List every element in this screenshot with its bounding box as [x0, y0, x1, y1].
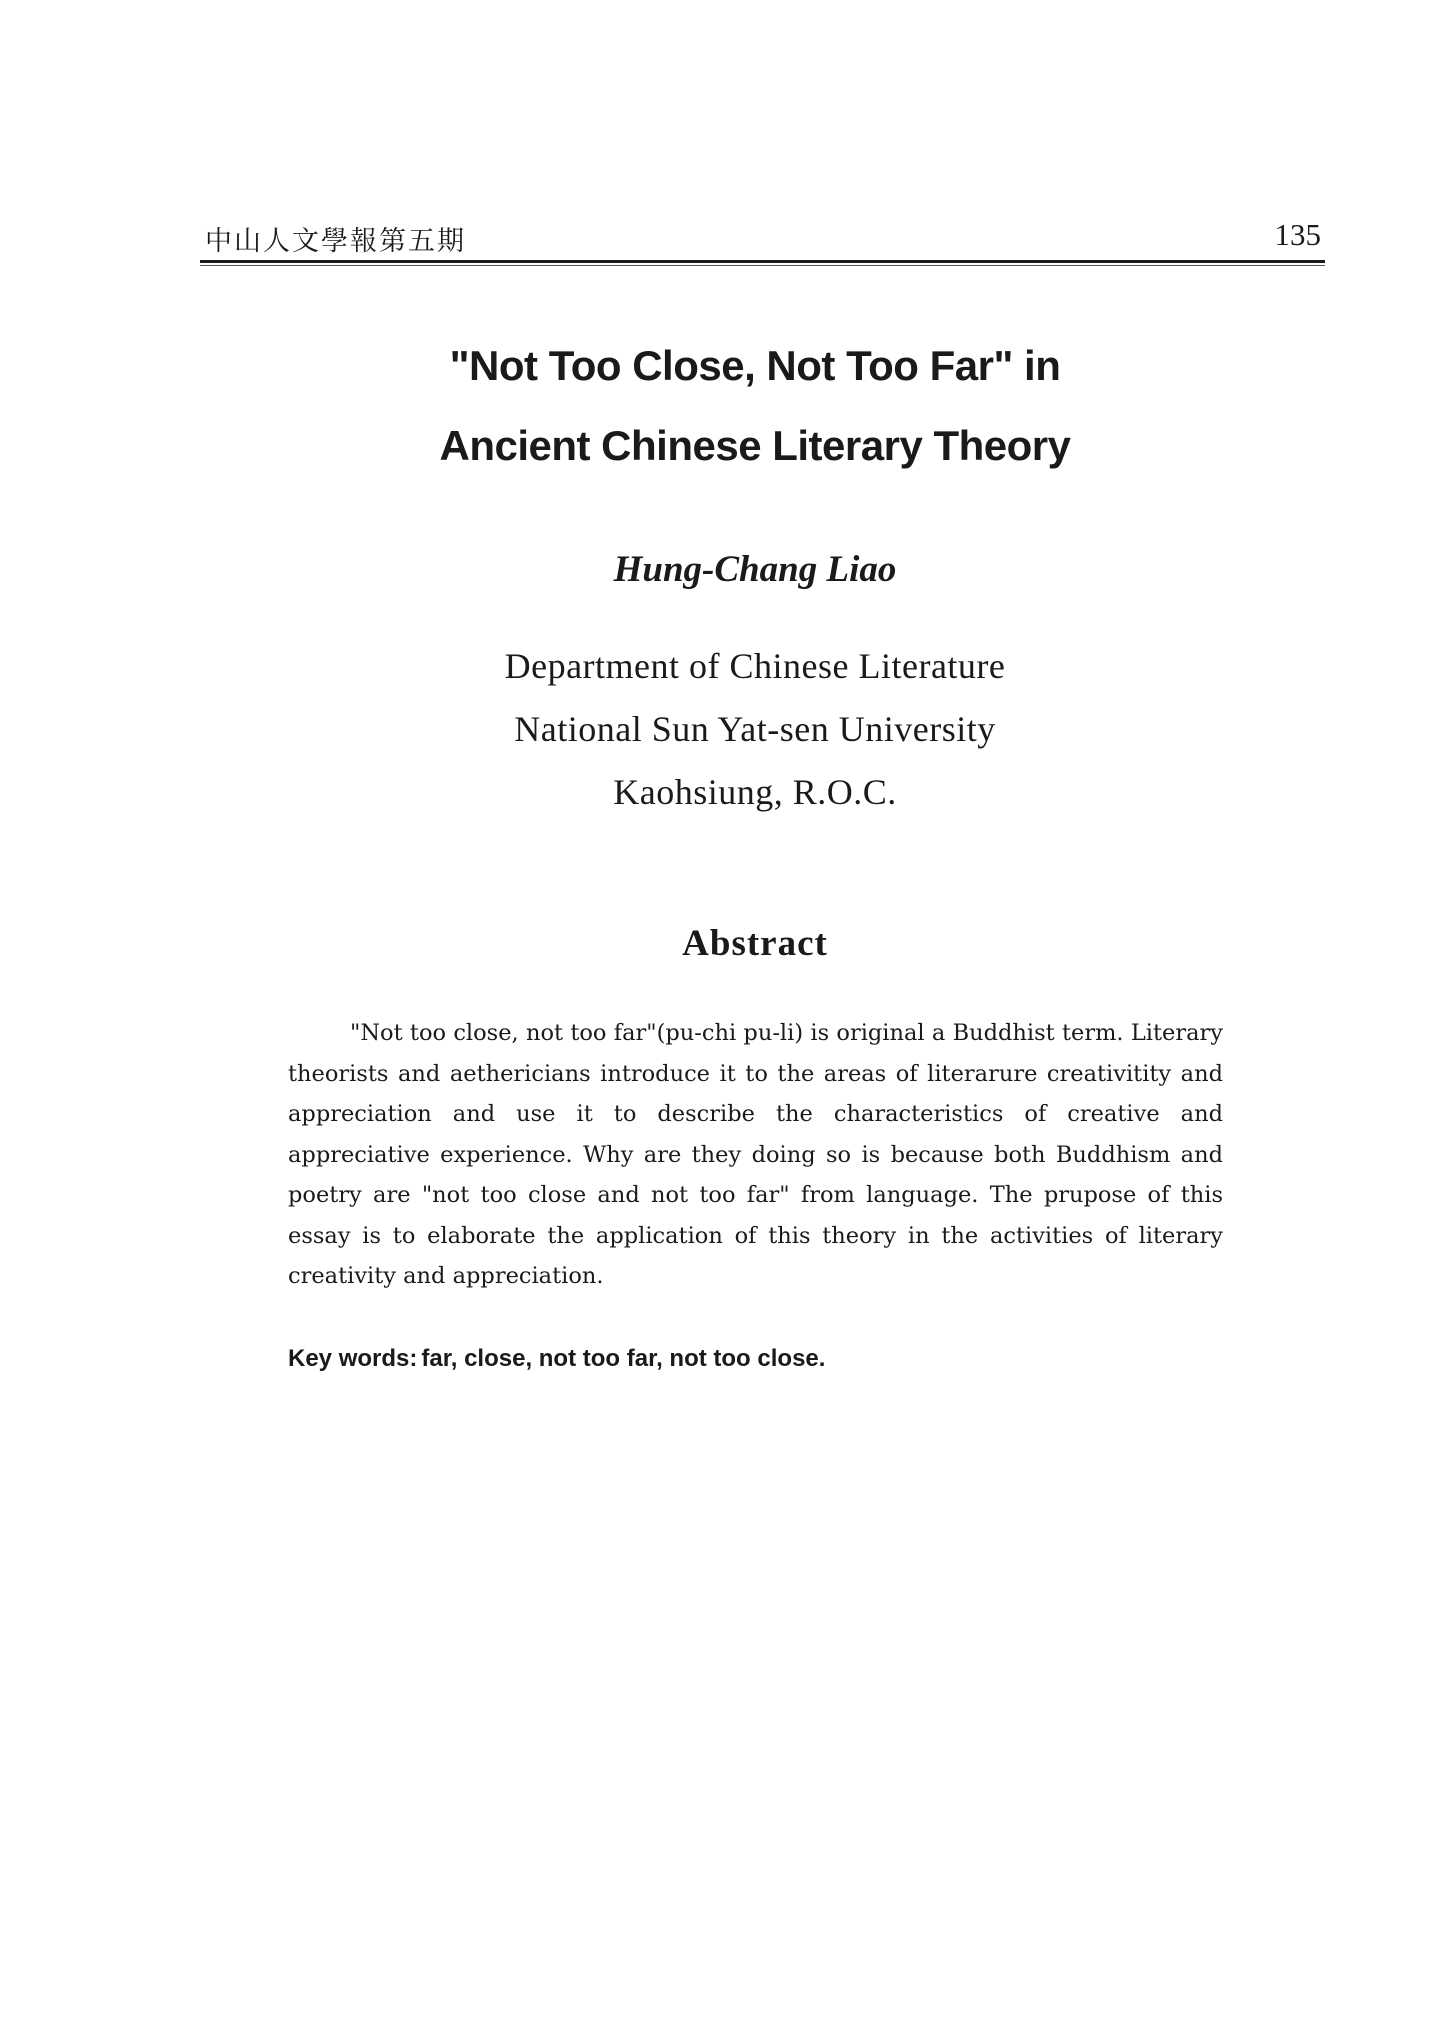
header-rule [200, 260, 1325, 263]
affiliation-university: National Sun Yat-sen University [514, 709, 996, 749]
page-number: 135 [1274, 217, 1321, 252]
author-name: Hung-Chang Liao [613, 549, 897, 590]
abstract-body: "Not too close, not too far"(pu-chi pu-li) is original a Buddhist term. Literary theorists and aethericians introduce it to the areas of literarure creativitity and appreciation and use it to describe the characteristics of creative and appreciative experience. Why are they doing so is because both Buddhism and poetry are "not too close and not too far" from language. The prupose of this essay is to elaborate the application of this theory in the activities of literary creativity and appreciation. [288, 1020, 1223, 1289]
paper-title-line-1: "Not Too Close, Not Too Far" in [449, 342, 1061, 389]
keywords-value: far, close, not too far, not too close. [421, 1345, 826, 1372]
keywords [288, 1345, 1223, 1373]
journal-name: 中山人文學報第五期 [205, 226, 466, 257]
running-header [200, 215, 1325, 255]
header-rule-thin [200, 265, 1325, 266]
affiliation-department: Department of Chinese Literature [504, 646, 1006, 686]
affiliation-location: Kaohsiung, R.O.C. [613, 772, 897, 812]
abstract-heading: Abstract [682, 923, 828, 964]
keywords-label: Key words: [288, 1345, 418, 1372]
paper-title-line-2: Ancient Chinese Literary Theory [439, 422, 1071, 469]
